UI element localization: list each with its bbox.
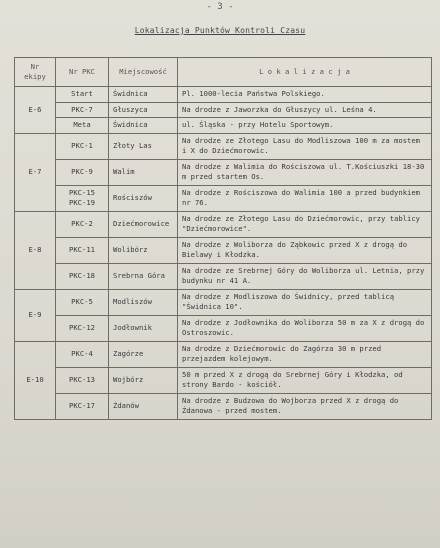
location-cell: Na drodze z Rościszowa do Walimia 100 a przed budynkiem nr 76. [178,185,432,211]
location-cell: Na drodze z Jodłownika do Woliborza 50 m za X z drogą do Ostroszowic. [178,315,432,341]
header-nr-ekipy: Nr ekipy [15,58,56,87]
pkc-cell: PKC-17 [56,393,109,419]
page-number: - 3 - [206,2,234,12]
pkc-cell: PKC-11 [56,237,109,263]
location-cell: 50 m przed X z drogą do Srebrnej Góry i Kłodzka, od strony Bardo - kościół. [178,367,432,393]
place-cell: Złoty Las [109,133,178,159]
location-cell: Na drodze z Budzowa do Wojborza przed X z drogą do Żdanowa - przed mostem. [178,393,432,419]
table-row [15,315,432,341]
table-row [15,87,432,103]
header-miejscowosc: Miejscowość [109,58,178,87]
pkc-cell: PKC-18 [56,263,109,289]
table-row [15,237,432,263]
table-row [15,263,432,289]
document-title: Lokalizacja Punktów Kontroli Czasu [134,26,306,35]
table-body [15,87,432,420]
pkc-cell: PKC-2 [56,211,109,237]
pkc-cell: PKC-15 PKC-19 [56,185,109,211]
header-lokalizacja: L o k a l i z a c j a [178,58,432,87]
place-cell: Dziećmorowice [109,211,178,237]
checkpoint-table [14,57,432,420]
place-cell: Modliszów [109,289,178,315]
pkc-cell: PKC-9 [56,159,109,185]
location-cell: Na drodze z Walimia do Rościszowa ul. T.Kościuszki 18-30 m przed startem Os. [178,159,432,185]
place-cell: Zagórze [109,341,178,367]
team-cell: E-9 [15,289,56,341]
table-header-row [15,58,432,87]
table-row [15,102,432,118]
place-cell: Jodłownik [109,315,178,341]
pkc-cell: Meta [56,118,109,134]
table-row [15,133,432,159]
table-row [15,289,432,315]
place-cell: Wojbórz [109,367,178,393]
place-cell: Wolibórz [109,237,178,263]
team-cell: E-8 [15,211,56,289]
place-cell: Żdanów [109,393,178,419]
pkc-cell: Start [56,87,109,103]
table-row [15,367,432,393]
location-cell: Na drodze z Dziećmorowic do Zagórza 30 m przed przejazdem kolejowym. [178,341,432,367]
place-cell: Świdnica [109,87,178,103]
location-cell: Na drodze ze Złotego Lasu do Modliszowa 100 m za mostem i X do Dziećmorowic. [178,133,432,159]
pkc-cell: PKC-4 [56,341,109,367]
place-cell: Walim [109,159,178,185]
place-cell: Srebrna Góra [109,263,178,289]
team-cell: E-6 [15,87,56,134]
location-cell: Na drodze z Woliborza do Ząbkowic przed X z drogą do Bielawy i Kłodzka. [178,237,432,263]
table-row [15,118,432,134]
location-cell: ul. Śląska - przy Hotelu Sportowym. [178,118,432,134]
table-row [15,393,432,419]
pkc-cell: PKC-12 [56,315,109,341]
team-cell: E-10 [15,341,56,419]
table-row [15,211,432,237]
table-row [15,185,432,211]
place-cell: Głuszyca [109,102,178,118]
table-row [15,159,432,185]
pkc-cell: PKC-1 [56,133,109,159]
place-cell: Świdnica [109,118,178,134]
pkc-cell: PKC-13 [56,367,109,393]
location-cell: Na drodze z Jaworzka do Głuszycy ul. Leśna 4. [178,102,432,118]
place-cell: Rościszów [109,185,178,211]
header-nr-pkc: Nr PKC [56,58,109,87]
location-cell: Pl. 1000-lecia Państwa Polskiego. [178,87,432,103]
pkc-cell: PKC-7 [56,102,109,118]
team-cell: E-7 [15,133,56,211]
location-cell: Na drodze ze Srebrnej Góry do Woliborza ul. Letnia, przy budynku nr 41 A. [178,263,432,289]
location-cell: Na drodze ze Złotego Lasu do Dziećmorowic, przy tablicy "Dziećmorowice". [178,211,432,237]
location-cell: Na drodze z Modliszowa do Świdnicy, przed tablicą "Świdnica 10". [178,289,432,315]
pkc-cell: PKC-5 [56,289,109,315]
table-row [15,341,432,367]
